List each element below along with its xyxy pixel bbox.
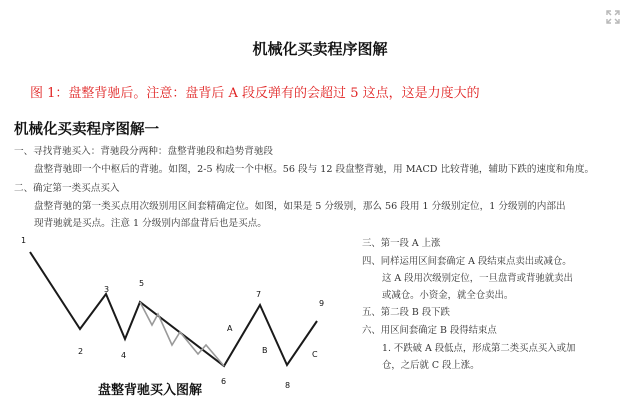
point-label-9: 9 <box>319 299 325 308</box>
expand-arrows-icon[interactable] <box>606 10 620 24</box>
step-line-5: 五、第二段 B 段下跌 <box>362 307 450 318</box>
step-line-2: 四、同样运用区间套确定 A 段结束点卖出或减仓。 <box>362 256 572 267</box>
point-label-6: 6 <box>221 377 227 386</box>
point-label-1: 1 <box>21 236 27 245</box>
body-line-2: 盘整背驰即一个中枢后的背驰。如图，2-5 构成一个中枢。56 段与 12 段盘整背驰，用 MACD 比较背驰，辅助下跌的速度和角度。 <box>34 164 595 175</box>
step-line-1: 三、第一段 A 上涨 <box>362 238 441 249</box>
segment-label-c: C <box>312 350 318 359</box>
point-label-2: 2 <box>78 347 84 356</box>
segment-label-a: A <box>227 324 233 333</box>
step-line-7: 1. 不跌破 A 段低点，形成第二类买点买入或加 <box>382 343 576 354</box>
point-label-7: 7 <box>256 290 262 299</box>
body-line-5: 现背驰就是买点。注意 1 分级别内部盘背后也是买点。 <box>34 218 267 229</box>
chart-caption: 盘整背驰买入图解 <box>98 383 203 398</box>
point-label-5: 5 <box>139 279 145 288</box>
step-line-4: 或减仓。小资金，就全仓卖出。 <box>382 290 514 301</box>
section-title: 机械化买卖程序图解一 <box>14 121 159 138</box>
body-line-3: 二、确定第一类买点买入 <box>14 183 120 194</box>
point-label-4: 4 <box>121 351 127 360</box>
point-label-8: 8 <box>285 381 291 390</box>
step-line-6: 六、用区间套确定 B 段得结束点 <box>362 325 497 336</box>
step-line-3: 这 A 段用次级别定位，一旦盘背或背驰就卖出 <box>382 273 573 284</box>
red-note: 图 1：盘整背驰后。注意：盘背后 A 段反弹有的会超过 5 这点，这是力度大的 <box>30 86 480 101</box>
point-label-3: 3 <box>104 285 110 294</box>
main-price-line <box>30 252 317 366</box>
segment-label-b: B <box>262 346 268 355</box>
step-line-8: 仓，之后就 C 段上涨。 <box>382 360 480 371</box>
page-title: 机械化买卖程序图解 <box>252 40 388 58</box>
body-line-1: 一、寻找背驰买入：背驰段分两种：盘整背驰段和趋势背驰段 <box>14 146 274 157</box>
body-line-4: 盘整背驰的第一类买点用次级别用区间套精确定位。如图，如果是 5 分级别，那么 56 段用 1 分级别定位，1 分级别的内部出 <box>34 201 566 212</box>
